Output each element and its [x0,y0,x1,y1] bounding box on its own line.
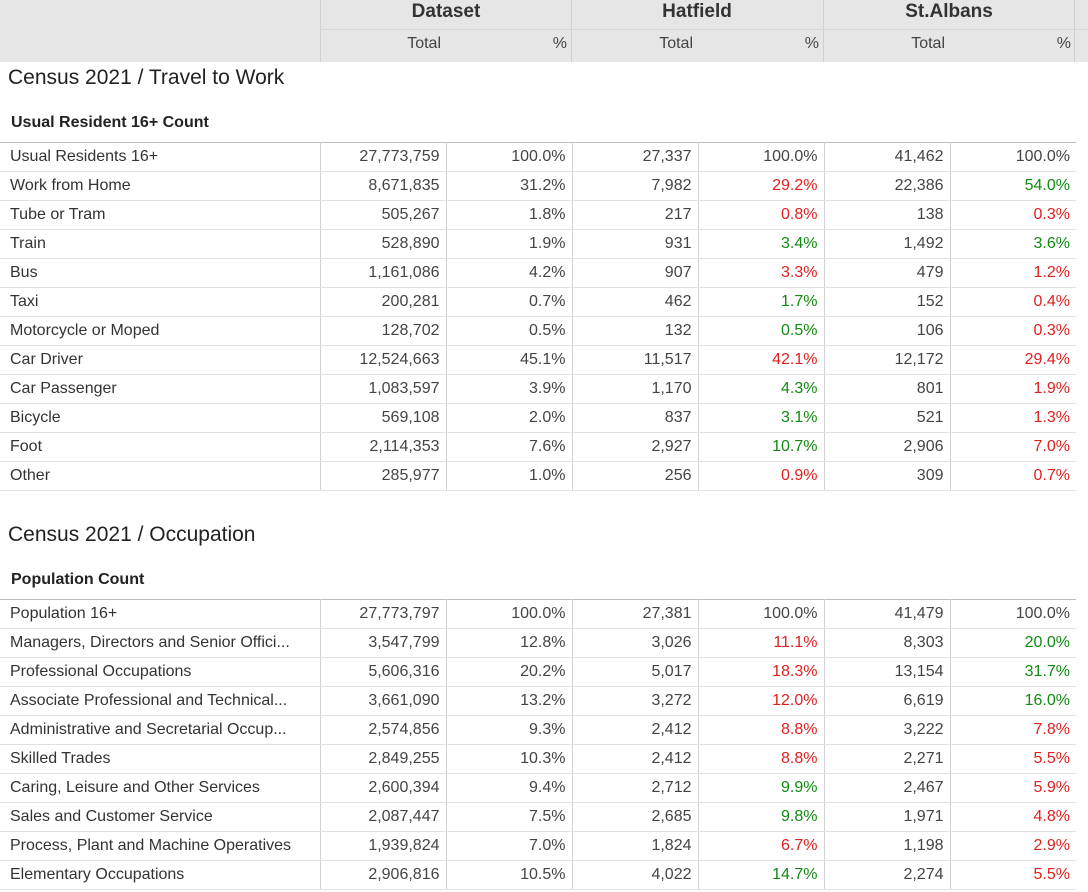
dataset-total-cell: 528,890 [320,230,446,259]
st-albans-percent-cell: 0.7% [950,462,1076,491]
hatfield-total-cell: 3,272 [572,687,698,716]
table-row[interactable] [0,230,1076,259]
row-label: Car Passenger [0,375,320,404]
hatfield-total-cell: 2,412 [572,745,698,774]
hatfield-percent-cell: 3.3% [698,259,824,288]
subheader-percent[interactable]: % [1056,35,1071,52]
st-albans-percent-cell: 2.9% [950,832,1076,861]
hatfield-percent-cell: 0.9% [698,462,824,491]
row-label: Foot [0,433,320,462]
hatfield-total-cell: 462 [572,288,698,317]
subheader-total[interactable]: Total [659,35,693,52]
row-label: Caring, Leisure and Other Services [0,774,320,803]
hatfield-percent-cell: 42.1% [698,346,824,375]
st-albans-percent-cell: 100.0% [950,143,1076,172]
subheader-total[interactable]: Total [911,35,945,52]
st-albans-percent-cell: 7.8% [950,716,1076,745]
hatfield-percent-cell: 1.7% [698,288,824,317]
section-title-occupation: Census 2021 / Occupation [8,523,256,546]
st-albans-percent-cell: 29.4% [950,346,1076,375]
dataset-total-cell: 2,600,394 [320,774,446,803]
table-row[interactable] [0,143,1076,172]
section-title-travel: Census 2021 / Travel to Work [8,66,285,89]
dataset-percent-cell: 9.4% [446,774,572,803]
dataset-total-cell: 2,574,856 [320,716,446,745]
dataset-percent-cell: 12.8% [446,629,572,658]
st-albans-percent-cell: 31.7% [950,658,1076,687]
row-label: Bus [0,259,320,288]
st-albans-total-cell: 801 [824,375,950,404]
dataset-percent-cell: 4.2% [446,259,572,288]
st-albans-percent-cell: 3.6% [950,230,1076,259]
table-row[interactable] [0,288,1076,317]
st-albans-total-cell: 152 [824,288,950,317]
group-header-dataset[interactable]: Dataset [411,1,481,22]
st-albans-total-cell: 41,462 [824,143,950,172]
group-header-hatfield[interactable]: Hatfield [662,1,732,22]
st-albans-percent-cell: 100.0% [950,600,1076,629]
hatfield-total-cell: 907 [572,259,698,288]
dataset-percent-cell: 10.5% [446,861,572,890]
dataset-percent-cell: 9.3% [446,716,572,745]
dataset-total-cell: 569,108 [320,404,446,433]
st-albans-total-cell: 1,492 [824,230,950,259]
hatfield-total-cell: 1,170 [572,375,698,404]
hatfield-percent-cell: 100.0% [698,143,824,172]
hatfield-percent-cell: 3.4% [698,230,824,259]
st-albans-total-cell: 6,619 [824,687,950,716]
subheader-total[interactable]: Total [407,35,441,52]
st-albans-percent-cell: 54.0% [950,172,1076,201]
row-label: Tube or Tram [0,201,320,230]
st-albans-total-cell: 1,971 [824,803,950,832]
st-albans-total-cell: 106 [824,317,950,346]
st-albans-total-cell: 41,479 [824,600,950,629]
dataset-percent-cell: 2.0% [446,404,572,433]
hatfield-percent-cell: 100.0% [698,600,824,629]
group-header-st-albans[interactable]: St.Albans [905,1,993,22]
st-albans-percent-cell: 7.0% [950,433,1076,462]
hatfield-total-cell: 2,712 [572,774,698,803]
dataset-percent-cell: 3.9% [446,375,572,404]
table-row[interactable] [0,687,1076,716]
dataset-percent-cell: 0.7% [446,288,572,317]
column-header [0,0,1088,62]
st-albans-total-cell: 2,274 [824,861,950,890]
hatfield-total-cell: 7,982 [572,172,698,201]
subheader-percent[interactable]: % [804,35,819,52]
st-albans-total-cell: 3,222 [824,716,950,745]
dataset-percent-cell: 100.0% [446,600,572,629]
dataset-total-cell: 27,773,759 [320,143,446,172]
st-albans-total-cell: 12,172 [824,346,950,375]
hatfield-total-cell: 217 [572,201,698,230]
st-albans-percent-cell: 16.0% [950,687,1076,716]
table-row[interactable] [0,433,1076,462]
st-albans-percent-cell: 5.9% [950,774,1076,803]
dataset-percent-cell: 1.9% [446,230,572,259]
row-label: Train [0,230,320,259]
st-albans-percent-cell: 4.8% [950,803,1076,832]
table-row[interactable] [0,745,1076,774]
row-label: Associate Professional and Technical... [0,687,320,716]
hatfield-percent-cell: 14.7% [698,861,824,890]
dataset-total-cell: 1,161,086 [320,259,446,288]
hatfield-total-cell: 27,381 [572,600,698,629]
hatfield-percent-cell: 3.1% [698,404,824,433]
hatfield-percent-cell: 9.9% [698,774,824,803]
dataset-total-cell: 8,671,835 [320,172,446,201]
table-row[interactable] [0,774,1076,803]
st-albans-total-cell: 22,386 [824,172,950,201]
row-label: Usual Residents 16+ [0,143,320,172]
dataset-total-cell: 1,939,824 [320,832,446,861]
st-albans-percent-cell: 1.3% [950,404,1076,433]
hatfield-total-cell: 3,026 [572,629,698,658]
row-label: Sales and Customer Service [0,803,320,832]
st-albans-percent-cell: 1.9% [950,375,1076,404]
hatfield-percent-cell: 6.7% [698,832,824,861]
dataset-percent-cell: 7.5% [446,803,572,832]
header-rule [320,29,1088,30]
dataset-total-cell: 3,661,090 [320,687,446,716]
dataset-total-cell: 27,773,797 [320,600,446,629]
hatfield-percent-cell: 8.8% [698,716,824,745]
row-label: Car Driver [0,346,320,375]
st-albans-total-cell: 521 [824,404,950,433]
dataset-total-cell: 2,849,255 [320,745,446,774]
dataset-total-cell: 285,977 [320,462,446,491]
st-albans-percent-cell: 20.0% [950,629,1076,658]
st-albans-percent-cell: 5.5% [950,861,1076,890]
hatfield-total-cell: 5,017 [572,658,698,687]
header-divider [1074,0,1075,62]
table-row[interactable] [0,629,1076,658]
hatfield-percent-cell: 11.1% [698,629,824,658]
hatfield-percent-cell: 10.7% [698,433,824,462]
row-label: Work from Home [0,172,320,201]
st-albans-percent-cell: 5.5% [950,745,1076,774]
st-albans-total-cell: 2,467 [824,774,950,803]
section-subtitle-occupation: Population Count [11,571,145,588]
st-albans-percent-cell: 0.3% [950,201,1076,230]
hatfield-total-cell: 27,337 [572,143,698,172]
hatfield-percent-cell: 29.2% [698,172,824,201]
hatfield-percent-cell: 18.3% [698,658,824,687]
section-subtitle-travel: Usual Resident 16+ Count [11,114,209,131]
hatfield-total-cell: 931 [572,230,698,259]
hatfield-percent-cell: 8.8% [698,745,824,774]
hatfield-total-cell: 837 [572,404,698,433]
table-row[interactable] [0,832,1076,861]
occupation-table [0,599,1076,890]
row-label: Taxi [0,288,320,317]
st-albans-total-cell: 479 [824,259,950,288]
table-row[interactable] [0,462,1076,491]
table-row[interactable] [0,803,1076,832]
dataset-percent-cell: 45.1% [446,346,572,375]
hatfield-percent-cell: 4.3% [698,375,824,404]
dataset-total-cell: 505,267 [320,201,446,230]
row-label: Professional Occupations [0,658,320,687]
dataset-percent-cell: 10.3% [446,745,572,774]
table-row[interactable] [0,716,1076,745]
table-row[interactable] [0,259,1076,288]
row-label: Administrative and Secretarial Occup... [0,716,320,745]
dataset-total-cell: 2,906,816 [320,861,446,890]
dataset-percent-cell: 31.2% [446,172,572,201]
dataset-percent-cell: 7.0% [446,832,572,861]
hatfield-total-cell: 11,517 [572,346,698,375]
table-row[interactable] [0,346,1076,375]
dataset-total-cell: 200,281 [320,288,446,317]
dataset-total-cell: 1,083,597 [320,375,446,404]
row-label: Other [0,462,320,491]
dataset-total-cell: 2,114,353 [320,433,446,462]
table-row[interactable] [0,600,1076,629]
row-label: Skilled Trades [0,745,320,774]
dataset-percent-cell: 7.6% [446,433,572,462]
st-albans-total-cell: 2,271 [824,745,950,774]
dataset-total-cell: 128,702 [320,317,446,346]
hatfield-total-cell: 2,685 [572,803,698,832]
dataset-total-cell: 3,547,799 [320,629,446,658]
st-albans-total-cell: 1,198 [824,832,950,861]
dataset-percent-cell: 20.2% [446,658,572,687]
hatfield-total-cell: 2,412 [572,716,698,745]
hatfield-total-cell: 256 [572,462,698,491]
hatfield-total-cell: 2,927 [572,433,698,462]
table-row[interactable] [0,861,1076,890]
st-albans-total-cell: 13,154 [824,658,950,687]
row-label: Elementary Occupations [0,861,320,890]
st-albans-percent-cell: 0.4% [950,288,1076,317]
st-albans-percent-cell: 0.3% [950,317,1076,346]
hatfield-percent-cell: 9.8% [698,803,824,832]
st-albans-total-cell: 309 [824,462,950,491]
table-row[interactable] [0,317,1076,346]
hatfield-percent-cell: 0.5% [698,317,824,346]
dataset-percent-cell: 13.2% [446,687,572,716]
hatfield-total-cell: 1,824 [572,832,698,861]
table-row[interactable] [0,404,1076,433]
table-row[interactable] [0,658,1076,687]
table-row[interactable] [0,172,1076,201]
hatfield-percent-cell: 0.8% [698,201,824,230]
dataset-total-cell: 2,087,447 [320,803,446,832]
st-albans-total-cell: 2,906 [824,433,950,462]
hatfield-percent-cell: 12.0% [698,687,824,716]
row-label: Process, Plant and Machine Operatives [0,832,320,861]
row-label: Managers, Directors and Senior Offici... [0,629,320,658]
dataset-percent-cell: 1.8% [446,201,572,230]
dataset-percent-cell: 100.0% [446,143,572,172]
subheader-percent[interactable]: % [552,35,567,52]
dataset-percent-cell: 0.5% [446,317,572,346]
dataset-total-cell: 5,606,316 [320,658,446,687]
row-label: Motorcycle or Moped [0,317,320,346]
travel-to-work-table [0,142,1076,491]
dataset-total-cell: 12,524,663 [320,346,446,375]
st-albans-percent-cell: 1.2% [950,259,1076,288]
row-label: Population 16+ [0,600,320,629]
st-albans-total-cell: 138 [824,201,950,230]
row-label: Bicycle [0,404,320,433]
table-row[interactable] [0,375,1076,404]
table-row[interactable] [0,201,1076,230]
hatfield-total-cell: 4,022 [572,861,698,890]
st-albans-total-cell: 8,303 [824,629,950,658]
hatfield-total-cell: 132 [572,317,698,346]
dataset-percent-cell: 1.0% [446,462,572,491]
